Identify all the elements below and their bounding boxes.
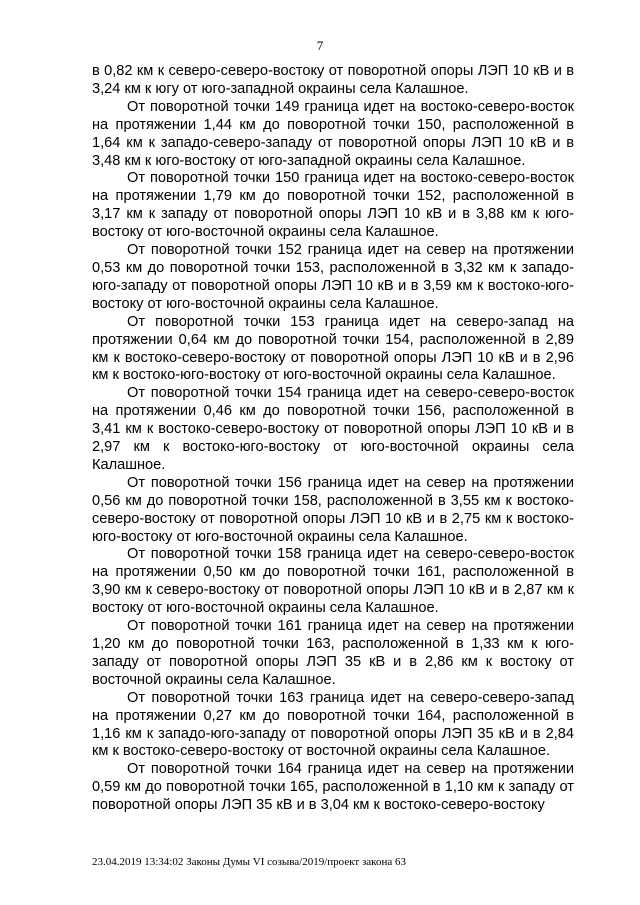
- document-body: [92, 63, 574, 815]
- paragraph: От поворотной точки 150 граница идет на востоко-северо-восток на протяжении 1,79 км до поворотной точки 152, расположенной в 3,17 км к западу от поворотной опоры ЛЭП 10 кВ и в 3,88 км к юго-востоку от юго-восточной окраины села Калашное.: [92, 170, 574, 241]
- paragraph: От поворотной точки 158 граница идет на северо-северо-восток на протяжении 0,50 км до поворотной точки 161, расположенной в 3,90 км к северо-востоку от поворотной опоры ЛЭП 10 кВ и в 2,87 км к востоку от юго-восточной окраины села Калашное.: [92, 546, 574, 617]
- paragraph-continuation: в 0,82 км к северо-северо-востоку от поворотной опоры ЛЭП 10 кВ и в 3,24 км к югу от юго-западной окраины села Калашное.: [92, 63, 574, 97]
- paragraph: От поворотной точки 152 граница идет на север на протяжении 0,53 км до поворотной точки 153, расположенной в 3,32 км к западо-юго-западу от поворотной опоры ЛЭП 10 кВ и в 3,59 км к востоко-юго-востоку от юго-восточной окраины села Калашное.: [92, 242, 574, 312]
- paragraph: От поворотной точки 161 граница идет на север на протяжении 1,20 км до поворотной точки 163, расположенной в 1,33 км к юго-западу от поворотной опоры ЛЭП 35 кВ и в 2,86 км к востоку от восточной окраины села Калашное.: [92, 618, 574, 688]
- page-number: 7: [316, 38, 324, 53]
- paragraph: От поворотной точки 153 граница идет на северо-запад на протяжении 0,64 км до поворотной точки 154, расположенной в 2,89 км к востоко-северо-востоку от поворотной опоры ЛЭП 10 кВ и в 2,96 км к востоко-юго-востоку от юго-восточной окраины села Калашное.: [92, 313, 574, 384]
- paragraph: От поворотной точки 164 граница идет на север на протяжении 0,59 км до поворотной точки 165, расположенной в 1,10 км к западу от поворотной опоры ЛЭП 35 кВ и в 3,04 км к востоко-северо-востоку: [92, 761, 574, 814]
- document-footer: 23.04.2019 13:34:02 Законы Думы VI созыва/2019/проект закона 63: [92, 856, 406, 868]
- paragraph: От поворотной точки 156 граница идет на север на протяжении 0,56 км до поворотной точки 158, расположенной в 3,55 км к востоко-северо-востоку от поворотной опоры ЛЭП 10 кВ и в 2,75 км к востоко-юго-востоку от юго-восточной окраины села Калашное.: [92, 474, 574, 545]
- paragraph: От поворотной точки 154 граница идет на северо-северо-восток на протяжении 0,46 км до поворотной точки 156, расположенной в 3,41 км к востоко-северо-востоку от поворотной опоры ЛЭП 10 кВ и в 2,97 км к востоко-юго-востоку от юго-восточной окраины села Калашное.: [92, 385, 574, 473]
- paragraph: От поворотной точки 163 граница идет на северо-северо-запад на протяжении 0,27 км до поворотной точки 164, расположенной в 1,16 км к западо-юго-западу от поворотной опоры ЛЭП 35 кВ и в 2,84 км к востоко-северо-востоку от восточной окраины села Калашное.: [92, 689, 574, 760]
- paragraph: От поворотной точки 149 граница идет на востоко-северо-восток на протяжении 1,44 км до поворотной точки 150, расположенной в 1,64 км к западо-северо-западу от поворотной опоры ЛЭП 10 кВ и в 3,48 км к юго-востоку от юго-западной окраины села Калашное.: [92, 98, 574, 169]
